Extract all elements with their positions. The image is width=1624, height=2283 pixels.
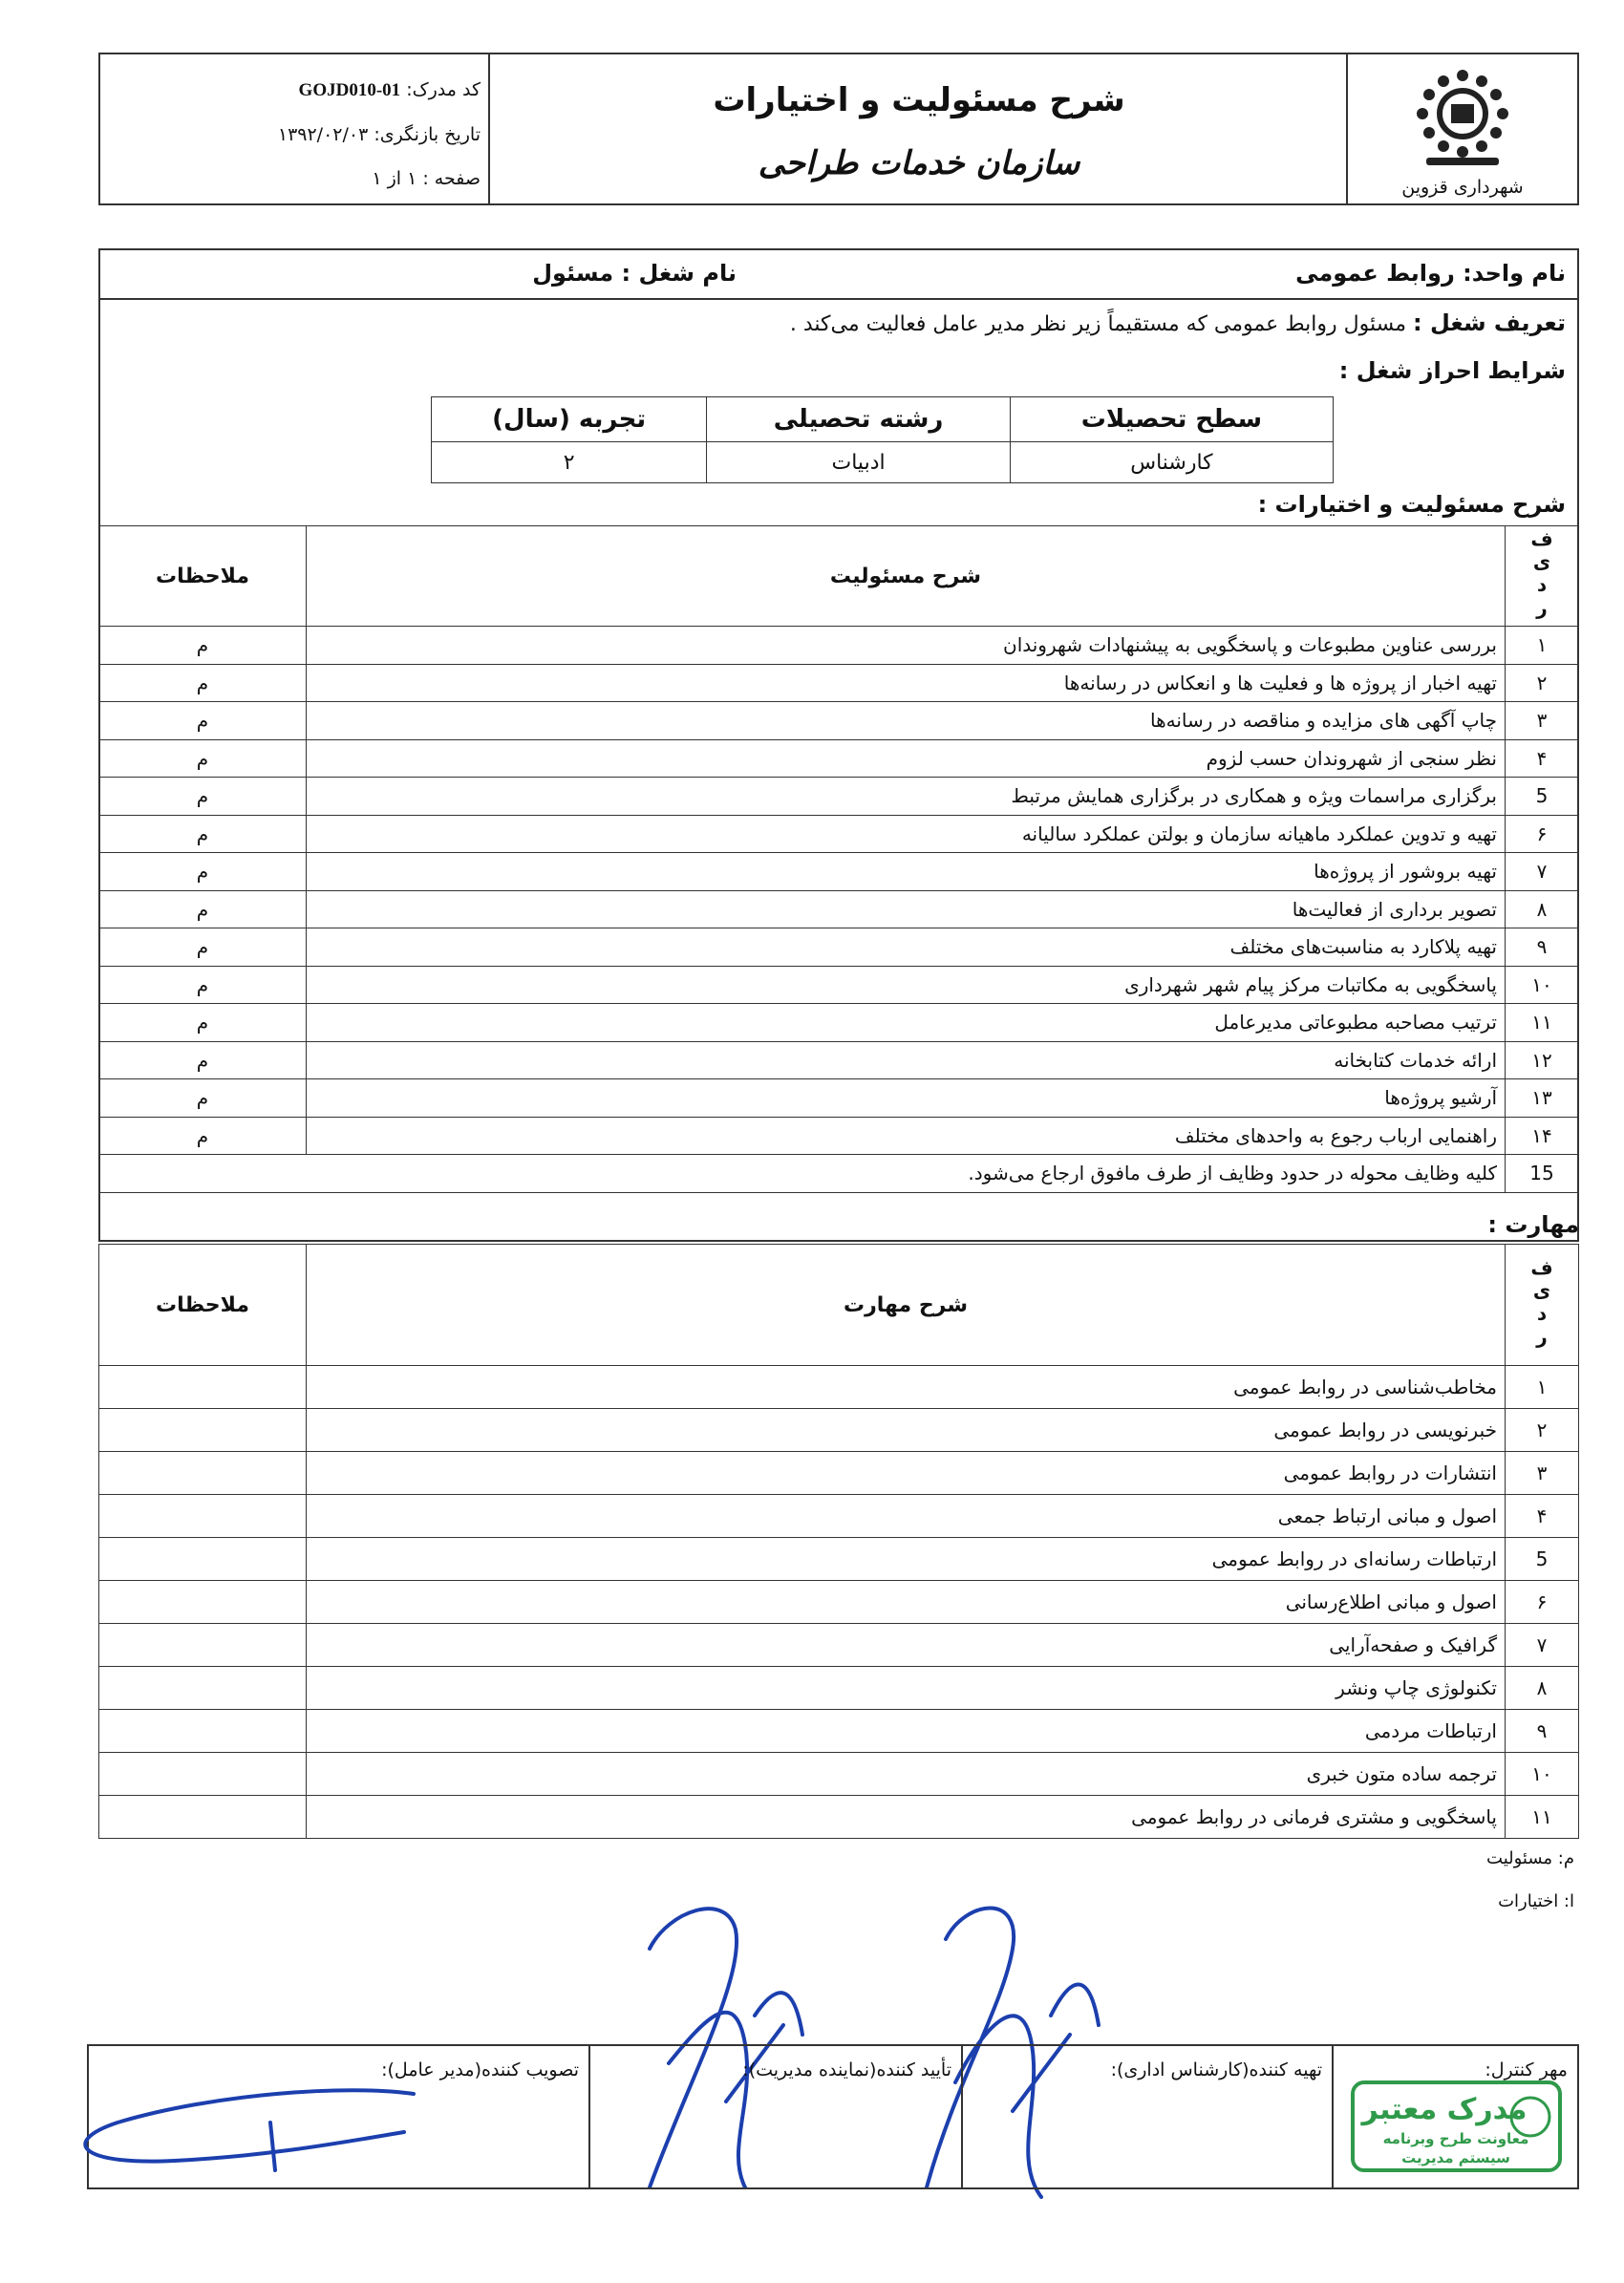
table-row	[99, 627, 1579, 665]
table-cell	[99, 1538, 307, 1581]
resp-col-row: ردیف	[1506, 526, 1579, 627]
skill-col-note: ملاحظات	[99, 1245, 307, 1366]
table-cell: گرافیک و صفحه‌آرایی	[307, 1624, 1506, 1667]
table-cell: 5	[1506, 1538, 1579, 1581]
page-label: صفحه :	[422, 168, 481, 189]
control-stamp-cell	[1332, 2046, 1577, 2187]
skills-title: مهارت :	[1487, 1211, 1579, 1238]
table-cell: م	[99, 1041, 307, 1079]
education-header-field: رشته تحصیلی	[707, 397, 1011, 442]
table-cell	[99, 1409, 307, 1452]
table-cell: ۴	[1506, 739, 1579, 778]
table-cell: برگزاری مراسمات ویژه و همکاری در برگزاری همایش مرتبط	[307, 778, 1506, 816]
review-date-line	[112, 113, 481, 157]
table-cell: ۶	[1506, 815, 1579, 853]
document-header	[98, 53, 1579, 205]
education-level: کارشناس	[1010, 442, 1333, 483]
table-cell: ترتیب مصاحبه مطبوعاتی مدیرعامل	[307, 1004, 1506, 1042]
table-row	[99, 1041, 1579, 1079]
table-cell: پاسخگویی به مکاتبات مرکز پیام شهر شهرداری	[307, 966, 1506, 1004]
table-cell: ۳	[1506, 1452, 1579, 1495]
table-cell: چاپ آگهی های مزایده و مناقصه در رسانه‌ها	[307, 702, 1506, 740]
table-cell: ۱	[1506, 1366, 1579, 1409]
table-cell: م	[99, 928, 307, 967]
definition-text: مسئول روابط عمومی که مستقیماً زیر نظر مدیر عامل فعالیت می‌کند .	[789, 312, 1407, 336]
table-row	[99, 815, 1579, 853]
table-cell: ترجمه ساده متون خبری	[307, 1753, 1506, 1796]
table-cell: ۱۲	[1506, 1041, 1579, 1079]
table-row	[99, 1581, 1579, 1624]
table-row	[99, 1409, 1579, 1452]
conditions-label: شرایط احراز شغل :	[1338, 357, 1566, 384]
table-cell: 5	[1506, 778, 1579, 816]
confirmed-by-label: تأیید کننده(نماینده مدیریت):	[742, 2059, 951, 2080]
education-experience: ۲	[432, 442, 707, 483]
table-cell: ۱	[1506, 627, 1579, 665]
table-cell	[99, 1796, 307, 1839]
validity-stamp-icon	[1349, 2079, 1564, 2174]
table-cell: بررسی عناوین مطبوعات و پاسخگویی به پیشنهادات شهروندان	[307, 627, 1506, 665]
table-row	[99, 1366, 1579, 1409]
table-cell	[99, 1452, 307, 1495]
table-row	[99, 928, 1579, 967]
table-row	[99, 664, 1579, 702]
table-row	[99, 778, 1579, 816]
table-row	[99, 1004, 1579, 1042]
table-cell	[99, 1495, 307, 1538]
table-cell: مخاطب‌شناسی در روابط عمومی	[307, 1366, 1506, 1409]
review-date-label: تاریخ بازنگری:	[374, 124, 481, 145]
logo-cell	[1346, 54, 1577, 203]
table-cell: م	[99, 853, 307, 891]
stamp-line-2: معاونت طرح وبرنامه	[1382, 2130, 1529, 2147]
table-cell	[99, 1710, 307, 1753]
resp-col-desc: شرح مسئولیت	[307, 526, 1506, 627]
education-header-experience: تجربه (سال)	[432, 397, 707, 442]
prepared-by-label: تهیه کننده(کارشناس اداری):	[1110, 2059, 1322, 2080]
prepared-by-cell	[961, 2046, 1332, 2187]
table-cell: تصویر برداری از فعالیت‌ها	[307, 890, 1506, 928]
education-table	[431, 396, 1334, 483]
education-header-level: سطح تحصیلات	[1010, 397, 1333, 442]
table-cell: ۹	[1506, 1710, 1579, 1753]
table-row	[99, 702, 1579, 740]
table-cell: ۲	[1506, 664, 1579, 702]
education-field: ادبیات	[707, 442, 1011, 483]
doc-code-label: کد مدرک:	[406, 79, 481, 100]
table-cell: 15	[1506, 1155, 1579, 1193]
table-cell: م	[99, 1079, 307, 1118]
page-line	[112, 157, 481, 201]
unit-row	[100, 250, 1577, 300]
table-cell: م	[99, 966, 307, 1004]
approved-by-cell	[89, 2046, 588, 2187]
table-row	[99, 1624, 1579, 1667]
table-cell: ۸	[1506, 890, 1579, 928]
title-cell	[488, 54, 1348, 203]
table-cell: ۱۳	[1506, 1079, 1579, 1118]
job-definition	[790, 309, 1566, 336]
table-cell	[99, 1624, 307, 1667]
document-subtitle: سازمان خدمات طراحی	[758, 144, 1080, 182]
table-cell: انتشارات در روابط عمومی	[307, 1452, 1506, 1495]
table-cell: ارتباطات مردمی	[307, 1710, 1506, 1753]
table-cell: م	[99, 739, 307, 778]
table-cell: ۱۱	[1506, 1004, 1579, 1042]
table-cell: اصول و مبانی ارتباط جمعی	[307, 1495, 1506, 1538]
table-cell: اصول و مبانی اطلاع‌رسانی	[307, 1581, 1506, 1624]
unit-label: نام واحد:	[1463, 260, 1566, 287]
document-title: شرح مسئولیت و اختیارات	[713, 81, 1125, 119]
table-row	[99, 739, 1579, 778]
table-cell: م	[99, 627, 307, 665]
stamp-line-3: سیستم مدیریت	[1401, 2149, 1510, 2166]
table-cell: م	[99, 702, 307, 740]
table-cell: ۴	[1506, 1495, 1579, 1538]
table-row	[99, 1667, 1579, 1710]
table-row	[99, 1710, 1579, 1753]
resp-col-note: ملاحظات	[99, 526, 307, 627]
table-cell	[99, 1366, 307, 1409]
municipality-logo-icon	[1405, 64, 1520, 169]
skills-table	[98, 1244, 1579, 1839]
table-row	[99, 966, 1579, 1004]
definition-label: تعریف شغل :	[1413, 309, 1566, 336]
table-cell	[99, 1581, 307, 1624]
table-cell: تهیه و تدوین عملکرد ماهیانه سازمان و بولتن عملکرد سالیانه	[307, 815, 1506, 853]
legend-responsibility: م: مسئولیت	[1486, 1848, 1574, 1868]
responsibilities-title: شرح مسئولیت و اختیارات :	[1257, 491, 1566, 518]
table-cell: راهنمایی ارباب رجوع به واحدهای مختلف	[307, 1117, 1506, 1155]
skill-col-row: ردیف	[1506, 1245, 1579, 1366]
table-cell: نظر سنجی از شهروندان حسب لزوم	[307, 739, 1506, 778]
job-title-line	[532, 260, 737, 287]
doc-code: GOJD010-01	[298, 80, 401, 100]
review-date: ۱۳۹۲/۰۲/۰۳	[277, 124, 369, 145]
table-cell: تکنولوژی چاپ ونشر	[307, 1667, 1506, 1710]
legend-authority: ا: اختیارات	[1498, 1891, 1574, 1911]
table-row	[99, 1117, 1579, 1155]
table-cell: ارائه خدمات کتابخانه	[307, 1041, 1506, 1079]
table-cell: پاسخگویی و مشتری فرمانی در روابط عمومی	[307, 1796, 1506, 1839]
table-row	[99, 853, 1579, 891]
table-cell: م	[99, 778, 307, 816]
table-cell	[99, 1667, 307, 1710]
table-row	[99, 1495, 1579, 1538]
table-cell: ۱۰	[1506, 1753, 1579, 1796]
table-row	[99, 1796, 1579, 1839]
table-cell: م	[99, 1117, 307, 1155]
ceo-signature-icon	[60, 2075, 423, 2180]
table-row	[99, 1079, 1579, 1118]
stamp-line-1: مدرک معتبر	[1361, 2093, 1528, 2126]
control-stamp-label: مهر کنترل:	[1485, 2059, 1568, 2080]
job-description-box	[98, 248, 1579, 1242]
job-title-value: مسئول	[532, 260, 614, 287]
unit-value: روابط عمومی	[1295, 260, 1455, 287]
confirmed-by-cell	[588, 2046, 961, 2187]
table-cell: ۷	[1506, 853, 1579, 891]
skill-col-desc: شرح مهارت	[307, 1245, 1506, 1366]
table-cell	[99, 1753, 307, 1796]
table-cell: ۹	[1506, 928, 1579, 967]
unit-line	[1295, 260, 1566, 287]
table-cell: تهیه پلاکارد به مناسبت‌های مختلف	[307, 928, 1506, 967]
table-cell: ارتباطات رسانه‌ای در روابط عمومی	[307, 1538, 1506, 1581]
responsibilities-table	[98, 525, 1579, 1193]
table-row	[99, 1155, 1579, 1193]
table-cell: ۲	[1506, 1409, 1579, 1452]
table-cell: تهیه بروشور از پروژه‌ها	[307, 853, 1506, 891]
page-value: ۱ از ۱	[372, 168, 417, 189]
table-row	[99, 1452, 1579, 1495]
logo-caption: شهرداری قزوین	[1401, 177, 1524, 198]
table-cell: تهیه اخبار از پروژه ها و فعلیت ها و انعکاس در رسانه‌ها	[307, 664, 1506, 702]
signature-row	[87, 2044, 1579, 2189]
table-cell: خبرنویسی در روابط عمومی	[307, 1409, 1506, 1452]
table-cell: م	[99, 1004, 307, 1042]
table-row	[99, 890, 1579, 928]
document-meta	[100, 54, 492, 203]
table-cell: آرشیو پروژه‌ها	[307, 1079, 1506, 1118]
table-row	[99, 1753, 1579, 1796]
job-title-label: نام شغل :	[621, 260, 737, 287]
doc-code-line	[112, 68, 481, 113]
table-cell: ۳	[1506, 702, 1579, 740]
table-cell: کلیه وظایف محوله در حدود وظایف از طرف مافوق ارجاع می‌شود.	[99, 1155, 1506, 1193]
table-cell: ۸	[1506, 1667, 1579, 1710]
table-cell: ۱۴	[1506, 1117, 1579, 1155]
table-cell: ۱۰	[1506, 966, 1579, 1004]
table-cell: ۶	[1506, 1581, 1579, 1624]
table-cell: م	[99, 664, 307, 702]
table-row	[99, 1538, 1579, 1581]
table-cell: ۱۱	[1506, 1796, 1579, 1839]
approved-by-label: تصویب کننده(مدیر عامل):	[381, 2059, 579, 2080]
table-cell: ۷	[1506, 1624, 1579, 1667]
table-cell: م	[99, 815, 307, 853]
table-cell: م	[99, 890, 307, 928]
